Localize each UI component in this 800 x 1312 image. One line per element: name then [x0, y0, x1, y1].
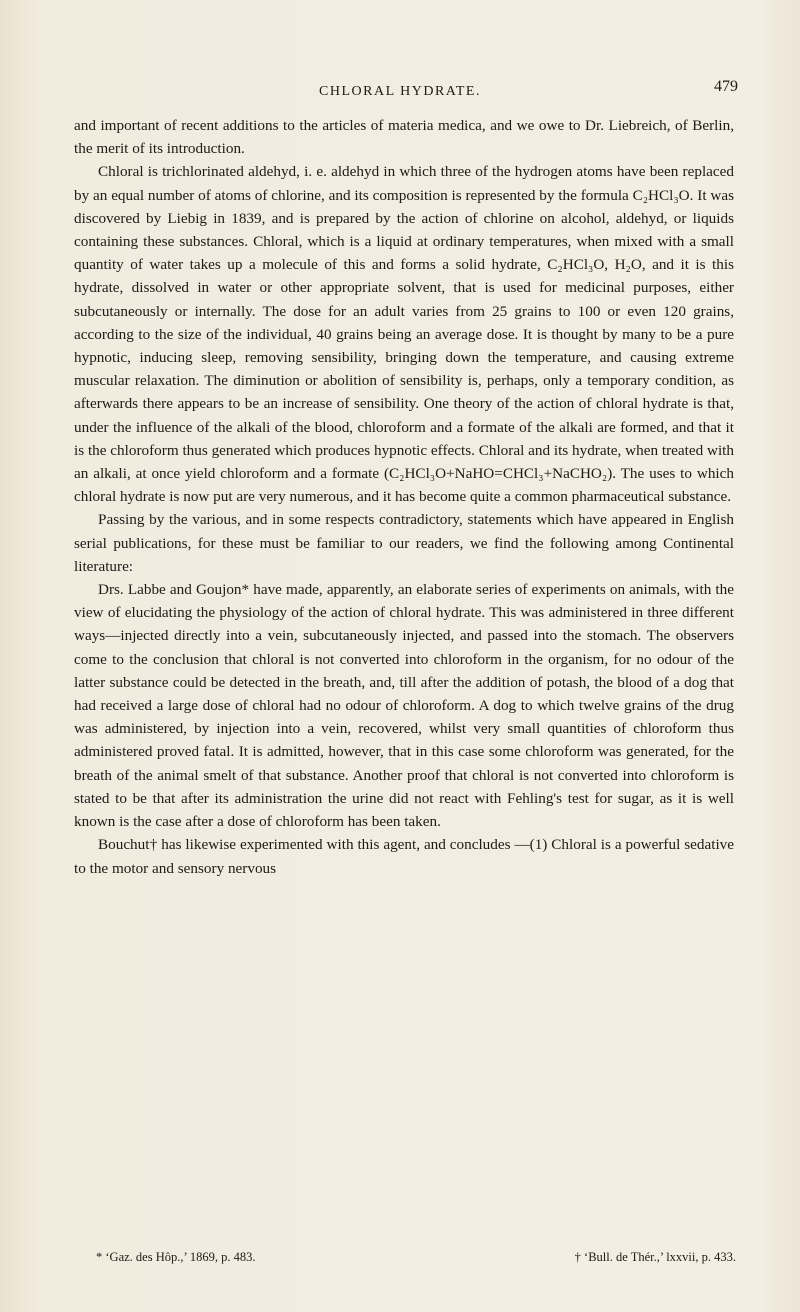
body-text: [74, 114, 734, 880]
paragraph-bouchut: Bouchut† has likewise experimented with this agent, and concludes —(1) Chloral is a powerful sedative to the motor and sensory nervous: [74, 836, 734, 877]
running-title: CHLORAL HYDRATE.: [319, 84, 481, 99]
footnotes: [96, 1250, 736, 1265]
paragraph-labbe-goujon: Drs. Labbe and Goujon* have made, apparently, an elaborate series of experiments on animals, with the view of elucidating the physiology of the action of chloral hydrate. This was administered in three different ways—injected directly into a vein, subcutaneously injected, and passed into the stomach. The observers come to the conclusion that chloral is not converted into chloroform in the organism, for no odour of the latter substance could be detected in the breath, and, till after the addition of potash, the blood of a dog that had received a large dose of chloral had no odour of chloroform. A dog to which twelve grains of the drug was administered, by injection into a vein, recovered, whilst very small quantities of chloroform thus administered proved fatal. It is admitted, however, that in this case some chloroform was generated, for the breath of the animal smelt of that substance. Another proof that chloral is not converted into chloroform is stated to be that after its administration the urine did not react with Fehling's test for sugar, as it is well known is the case after a dose of chloroform has been taken.: [74, 581, 734, 831]
footnote-bull-de-ther: † ‘Bull. de Thér.,’ lxxvii, p. 433.: [574, 1250, 736, 1264]
paragraph-continuation: and important of recent additions to the articles of materia medica, and we owe to Dr. Liebreich, of Berlin, the merit of its introduction.: [74, 117, 734, 158]
paragraph-continental-literature: Passing by the various, and in some respects contradictory, statements which have appeared in English serial publications, for these must be familiar to our readers, we find the following among Continental literature:: [74, 511, 734, 575]
paragraph-chloral-definition: Chloral is trichlorinated aldehyd, i. e. aldehyd in which three of the hydrogen atoms have been replaced by an equal number of atoms of chlorine, and its composition is represented by the formula C₂HCl₃O. It was discovered by Liebig in 1839, and is prepared by the action of chlorine on alcohol, aldehyd, or liquids containing these substances. Chloral, which is a liquid at ordinary temperatures, when mixed with a small quantity of water takes up a molecule of this and forms a solid hydrate, C₂HCl₃O, H₂O, and it is this hydrate, dissolved in water or other appropriate solvent, that is used for medicinal purposes, either subcutaneously or internally. The dose for an adult varies from 25 grains to 100 or even 120 grains, according to the size of the individual, 40 grains being an average dose. It is thought by many to be a pure hypnotic, inducing sleep, removing sensibility, bringing down the temperature, and causing extreme muscular relaxation. The diminution or abolition of sensibility is, perhaps, only a temporary condition, as afterwards there appears to be an increase of sensibility. One theory of the action of chloral hydrate is that, under the influence of the alkali of the blood, chloroform and a formate of the alkali are formed, and that it is the chloroform thus generated which produces hypnotic effects. Chloral and its hydrate, when treated with an alkali, at once yield chloroform and a formate (C₂HCl₃O+NaHO=CHCl₃+NaCHO₂). The uses to which chloral hydrate is now put are very numerous, and it has become quite a common pharmaceutical substance.: [74, 163, 734, 506]
footnote-gaz-des-hop: * ‘Gaz. des Hôp.,’ 1869, p. 483.: [96, 1250, 256, 1264]
page-number: 479: [714, 78, 738, 95]
